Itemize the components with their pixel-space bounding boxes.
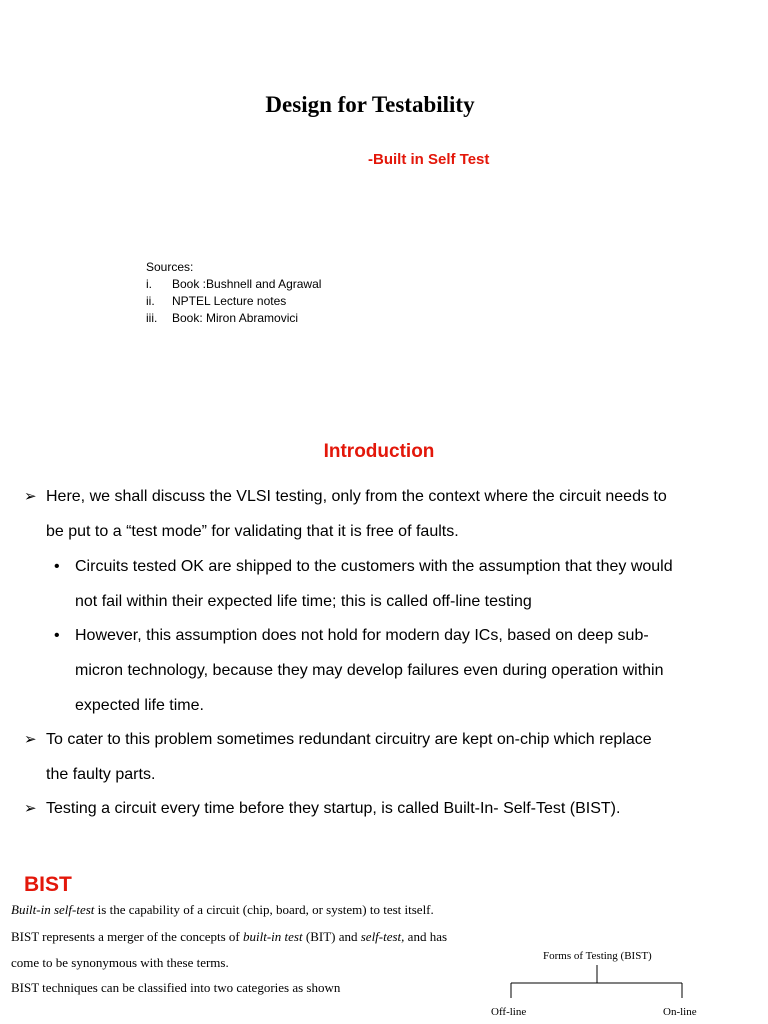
arrowhead-bullet-icon: ➢	[24, 488, 37, 505]
bullet-text: Here, we shall discuss the VLSI testing, only from the context where the circuit needs to	[46, 488, 667, 505]
bist-paragraph-line	[11, 929, 447, 945]
source-number: i.	[146, 277, 152, 291]
sources-label: Sources:	[146, 260, 194, 274]
source-item	[146, 276, 321, 293]
dot-bullet-icon: •	[54, 558, 60, 575]
introduction-heading: Introduction	[323, 441, 435, 462]
source-item	[146, 293, 321, 310]
bist-heading: BIST	[24, 873, 72, 896]
italic-term: built-in test	[243, 929, 303, 944]
arrowhead-bullet-icon: ➢	[24, 800, 37, 817]
arrowhead-bullet-icon: ➢	[24, 731, 37, 748]
dot-bullet-icon: •	[54, 627, 60, 644]
diagram-online-label: On-line	[663, 1006, 697, 1018]
diagram-offline-label: Off-line	[491, 1006, 527, 1018]
source-item	[146, 310, 321, 327]
bist-paragraph-line: BIST techniques can be classified into two categories as shown	[11, 980, 341, 995]
sub-bullet-text: Circuits tested OK are shipped to the customers with the assumption that they would	[75, 558, 673, 575]
page-title: Design for Testability	[265, 92, 475, 117]
bullet-text: the faulty parts.	[46, 766, 156, 783]
sub-bullet-text: not fail within their expected life time; this is called off-line testing	[75, 593, 532, 610]
italic-term: Built-in self-test	[11, 902, 95, 917]
paragraph-text: and has	[404, 929, 448, 944]
source-number: ii.	[146, 294, 155, 308]
sources-list	[146, 259, 321, 327]
bullet-text: be put to a “test mode” for validating that it is free of faults.	[46, 523, 459, 540]
source-text: Book: Miron Abramovici	[172, 311, 299, 325]
bist-paragraph-line: come to be synonymous with these terms.	[11, 955, 229, 970]
source-text: Book :Bushnell and Agrawal	[172, 277, 322, 291]
paragraph-text: is the capability of a circuit (chip, board, or system) to test itself.	[94, 902, 434, 917]
diagram-root-label: Forms of Testing (BIST)	[543, 950, 652, 962]
bullet-text: Testing a circuit every time before they startup, is called Built-In- Self-Test (BIST).	[46, 800, 621, 817]
italic-term: self-test,	[360, 929, 405, 944]
source-number: iii.	[146, 311, 158, 325]
sub-bullet-text: expected life time.	[75, 697, 204, 714]
sub-bullet-text: micron technology, because they may develop failures even during operation within	[75, 662, 664, 679]
sub-bullet-text: However, this assumption does not hold for modern day ICs, based on deep sub-	[75, 627, 649, 644]
paragraph-text: (BIT) and	[302, 929, 361, 944]
page-subtitle: -Built in Self Test	[368, 151, 490, 168]
bist-paragraph-line	[11, 902, 434, 918]
source-text: NPTEL Lecture notes	[172, 294, 287, 308]
paragraph-text: BIST represents a merger of the concepts of	[11, 929, 244, 944]
bullet-text: To cater to this problem sometimes redundant circuitry are kept on-chip which replace	[46, 731, 652, 748]
